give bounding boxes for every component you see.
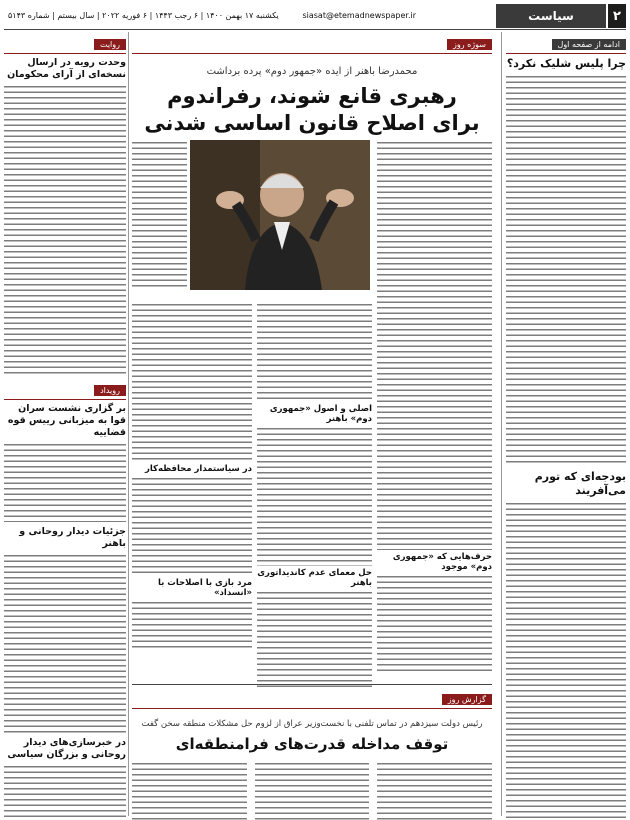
story-body-rouhani-news <box>4 764 126 820</box>
main-subhead-5: حرف‌هایی که «جمهوری دوم» موجود <box>392 552 492 572</box>
main-story-label: سوژه روز <box>447 39 492 50</box>
bottom-story-kicker: رئیس دولت سیزدهم در تماس تلفنی با نخست‌وزیر عراق از لزوم حل مشکلات منطقه سخن گفت <box>141 719 483 729</box>
site-url[interactable]: siasat@etemadnewspaper.ir <box>302 11 416 20</box>
main-subhead-3: در سیاستمدار محافظه‌کار <box>144 464 252 474</box>
main-subhead-4: مرد بازی با اصلاحات با «انسداد» <box>157 578 252 598</box>
column-divider-left <box>128 32 129 816</box>
main-story-col-1 <box>377 140 492 674</box>
story-title-rouhani-bahonar[interactable]: جزئیات دیدار روحانی و باهنر <box>19 526 126 549</box>
story-body-rouhani-bahonar <box>4 553 126 733</box>
column-label-narrative: روایت <box>94 39 126 50</box>
bottom-headline[interactable]: توقف مداخله قدرت‌های فرامنطقه‌ای <box>175 735 449 753</box>
story-body-budget <box>506 501 626 820</box>
speaker-photo-illustration <box>190 140 370 290</box>
bottom-story-body-2 <box>255 761 370 820</box>
page-number: ۲ <box>608 4 626 28</box>
column-divider <box>501 32 502 816</box>
story-title-heads-meeting[interactable]: بر گزاری نشست سران قوا به میزبانی رییس قوه قضاییه <box>7 403 126 438</box>
main-subhead-1: اصلی و اصول «جمهوری دوم» باهنر <box>269 404 372 424</box>
story-title-police[interactable]: چرا پلیس شلیک نکرد؟ <box>506 57 626 70</box>
main-story-kicker: محمدرضا باهنر از ایده «جمهور دوم» پرده برداشت <box>206 66 418 77</box>
bottom-story-body-3 <box>132 761 247 820</box>
left-column <box>4 32 126 816</box>
main-story-col-3 <box>132 302 252 650</box>
story-title-budget[interactable]: بودجه‌ای که تورم می‌آفریند <box>534 470 626 497</box>
column-label-event: رویداد <box>94 385 126 396</box>
section-title: سیاست <box>496 4 606 28</box>
main-story-photo <box>190 140 370 290</box>
main-story-col-2 <box>257 302 372 690</box>
bottom-story-body-1 <box>377 761 492 820</box>
main-story-col-3-top <box>132 140 187 290</box>
story-title-rouhani-news[interactable]: در خبرسازی‌های دیدار روحانی و بزرگان سیاسی <box>7 737 126 760</box>
bottom-story <box>132 684 492 816</box>
dateline: یکشنبه ۱۷ بهمن ۱۴۰۰ | ۶ رجب ۱۴۴۳ | ۶ فوریه ۲۰۲۲ | سال بیستم | شماره ۵۱۴۳ <box>8 11 279 20</box>
bottom-story-label: گزارش روز <box>442 694 492 705</box>
main-headline-line1: رهبری قانع شوند، رفراندوم <box>167 84 457 108</box>
page-header <box>4 4 626 30</box>
story-title-verdicts[interactable]: وحدت رویه در ارسال نسخه‌ای از آرای محکومان <box>7 57 126 80</box>
column-label-continued: ادامه از صفحه اول <box>552 39 627 50</box>
main-subhead-2: حل معمای عدم کاندیداتوری باهنر <box>257 568 372 588</box>
story-body-police <box>506 74 626 464</box>
story-body-heads-meeting <box>4 442 126 522</box>
main-headline-line2: برای اصلاح قانون اساسی شدنی <box>144 111 480 135</box>
right-column <box>506 32 626 816</box>
story-body-verdicts <box>4 84 126 374</box>
main-story <box>132 32 492 682</box>
